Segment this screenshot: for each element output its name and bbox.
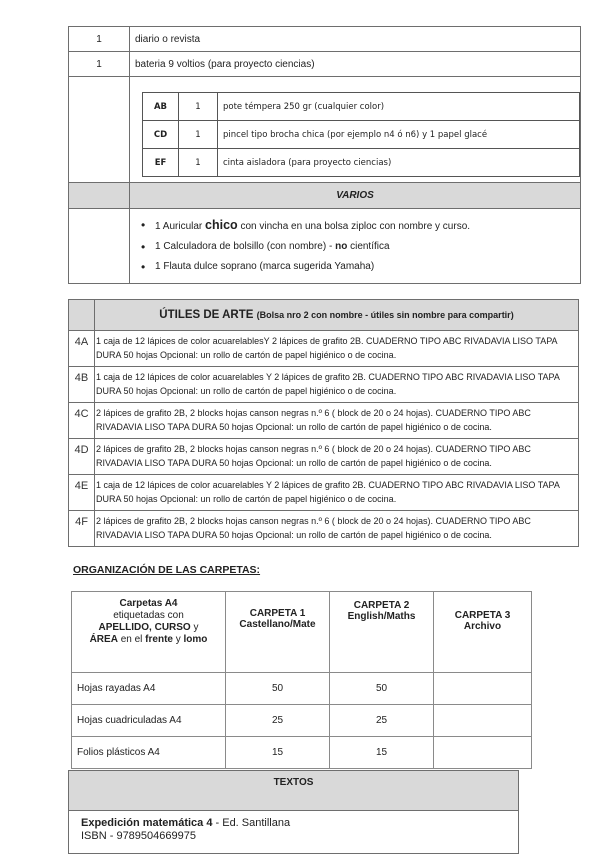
art-supplies-title	[95, 300, 579, 331]
header-line: en el	[117, 634, 146, 645]
quantity-cell: 1	[69, 52, 130, 77]
item-cell: pote témpera 250 gr (cualquier color)	[218, 93, 580, 121]
table-row	[69, 475, 579, 511]
book-isbn: ISBN - 9789504669975	[81, 830, 196, 842]
row-label: Hojas cuadriculadas A4	[72, 705, 226, 737]
row-label: Folios plásticos A4	[72, 737, 226, 769]
texts-header: TEXTOS	[69, 771, 519, 811]
folder-2-header	[330, 592, 434, 673]
header-emphasis: ÁREA	[89, 634, 118, 645]
texts-header-row	[69, 771, 519, 811]
list-item	[155, 257, 580, 277]
folders-header-row	[72, 592, 532, 673]
quantity-cell: 1	[179, 93, 218, 121]
table-row	[143, 121, 580, 149]
empty-cell	[69, 183, 130, 209]
grade-label: 4B	[69, 367, 95, 403]
table-row	[143, 149, 580, 177]
folder-2-value: 25	[330, 705, 434, 737]
header-emphasis: frente	[145, 634, 173, 645]
folder-1-header	[226, 592, 330, 673]
folder-title: CARPETA 2	[353, 600, 410, 611]
folder-title: CARPETA 1	[249, 608, 306, 619]
item-emphasis: chico	[205, 218, 238, 232]
supplies-text: 1 caja de 12 lápices de color acuarelablesY 2 lápices de grafito 2B. CUADERNO TIPO ABC RIVADAVIA LISO TAPA DURA 50 hojas Opcional: un rollo de cartón de papel higiénico o de cocina.	[95, 331, 579, 367]
quantity-cell: 1	[179, 121, 218, 149]
header-line: y	[190, 622, 199, 633]
materials-table	[68, 26, 581, 284]
folder-2-value: 15	[330, 737, 434, 769]
varios-header-row	[69, 183, 581, 209]
table-row	[69, 403, 579, 439]
header-emphasis: APELLIDO, CURSO	[98, 622, 191, 633]
texts-table	[68, 770, 519, 854]
title-text: ÚTILES DE ARTE	[159, 309, 254, 321]
list-item	[155, 215, 580, 237]
list-item	[155, 237, 580, 257]
varios-list-cell	[130, 209, 581, 284]
item-cell: cinta aisladora (para proyecto ciencias)	[218, 149, 580, 177]
folder-3-header	[434, 592, 532, 673]
table-row	[69, 811, 519, 854]
grade-label: 4F	[69, 511, 95, 547]
supplies-text: 1 caja de 12 lápices de color acuarelables Y 2 lápices de grafito 2B. CUADERNO TIPO ABC RIVADAVIA LISO TAPA DURA 50 hojas Opcional: un rollo de cartón de papel higiénico o de cocina.	[95, 367, 579, 403]
quantity-cell: 1	[69, 27, 130, 52]
folders-heading: ORGANIZACIÓN DE LAS CARPETAS:	[73, 564, 261, 576]
folder-subject: Castellano/Mate	[239, 619, 316, 630]
quantity-cell: 1	[179, 149, 218, 177]
grade-label: 4D	[69, 439, 95, 475]
folder-3-value	[434, 673, 532, 705]
folder-title: CARPETA 3	[454, 610, 511, 621]
supplies-text: 1 caja de 12 lápices de color acuarelables Y 2 lápices de grafito 2B. CUADERNO TIPO ABC RIVADAVIA LISO TAPA DURA 50 hojas Opcional: un rollo de cartón de papel higiénico o de cocina.	[95, 475, 579, 511]
empty-cell	[69, 209, 130, 284]
empty-cell	[69, 77, 130, 183]
table-row	[72, 705, 532, 737]
grade-label: 4C	[69, 403, 95, 439]
subtitle-text: (Bolsa nro 2 con nombre - útiles sin nombre para compartir)	[256, 310, 514, 320]
item-cell: bateria 9 voltios (para proyecto ciencias)	[130, 52, 581, 77]
empty-cell	[69, 300, 95, 331]
folders-header-label	[72, 592, 226, 673]
folder-1-value: 50	[226, 673, 330, 705]
item-cell: diario o revista	[130, 27, 581, 52]
item-emphasis: no	[335, 241, 348, 252]
nested-table-cell	[130, 77, 581, 183]
table-row	[69, 439, 579, 475]
item-text: científica	[347, 241, 390, 252]
code-cell: CD	[143, 121, 179, 149]
varios-list	[130, 215, 580, 277]
art-supplies-header-row	[69, 300, 579, 331]
item-text: 1 Calculadora de bolsillo (con nombre) -	[155, 241, 336, 252]
header-line: etiquetadas con	[113, 610, 184, 621]
table-row	[69, 367, 579, 403]
table-row	[143, 93, 580, 121]
table-row	[69, 331, 579, 367]
varios-header: VARIOS	[130, 183, 581, 209]
supplies-text: 2 lápices de grafito 2B, 2 blocks hojas canson negras n.º 6 ( block de 20 o 24 hojas). CUADERNO TIPO ABC RIVADAVIA LISO TAPA DURA 50 hojas Opcional: un rollo de cartón de papel higiénico o de cocina.	[95, 403, 579, 439]
folder-3-value	[434, 705, 532, 737]
book-entry	[69, 811, 519, 854]
supplies-text: 2 lápices de grafito 2B, 2 blocks hojas canson negras n.º 6 ( block de 20 o 24 hojas). CUADERNO TIPO ABC RIVADAVIA LISO TAPA DURA 50 hojas Opcional: un rollo de cartón de papel higiénico o de cocina.	[95, 439, 579, 475]
nested-materials-table	[142, 92, 580, 177]
folder-1-value: 15	[226, 737, 330, 769]
folder-2-value: 50	[330, 673, 434, 705]
table-row	[69, 77, 581, 183]
folder-subject: English/Maths	[347, 611, 416, 622]
code-cell: EF	[143, 149, 179, 177]
folders-table	[71, 591, 532, 769]
table-row	[72, 737, 532, 769]
supplies-text: 2 lápices de grafito 2B, 2 blocks hojas canson negras n.º 6 ( block de 20 o 24 hojas). CUADERNO TIPO ABC RIVADAVIA LISO TAPA DURA 50 hojas Opcional: un rollo de cartón de papel higiénico o de cocina.	[95, 511, 579, 547]
folder-subject: Archivo	[463, 621, 502, 632]
item-text: con vincha en una bolsa ziploc con nombre y curso.	[237, 221, 471, 232]
item-cell: pincel tipo brocha chica (por ejemplo n4 ó n6) y 1 papel glacé	[218, 121, 580, 149]
folder-3-value	[434, 737, 532, 769]
table-row	[69, 52, 581, 77]
grade-label: 4A	[69, 331, 95, 367]
table-row	[69, 511, 579, 547]
table-row	[69, 27, 581, 52]
table-row	[69, 209, 581, 284]
art-supplies-table	[68, 299, 579, 547]
book-publisher: - Ed. Santillana	[212, 817, 291, 829]
code-cell: AB	[143, 93, 179, 121]
item-text: 1 Flauta dulce soprano (marca sugerida Yamaha)	[155, 261, 375, 272]
header-line: Carpetas A4	[119, 598, 178, 609]
book-title: Expedición matemática 4	[81, 817, 213, 829]
table-row	[72, 673, 532, 705]
folder-1-value: 25	[226, 705, 330, 737]
header-line: y	[172, 634, 184, 645]
grade-label: 4E	[69, 475, 95, 511]
row-label: Hojas rayadas A4	[72, 673, 226, 705]
header-emphasis: lomo	[183, 634, 208, 645]
item-text: 1 Auricular	[155, 221, 206, 232]
